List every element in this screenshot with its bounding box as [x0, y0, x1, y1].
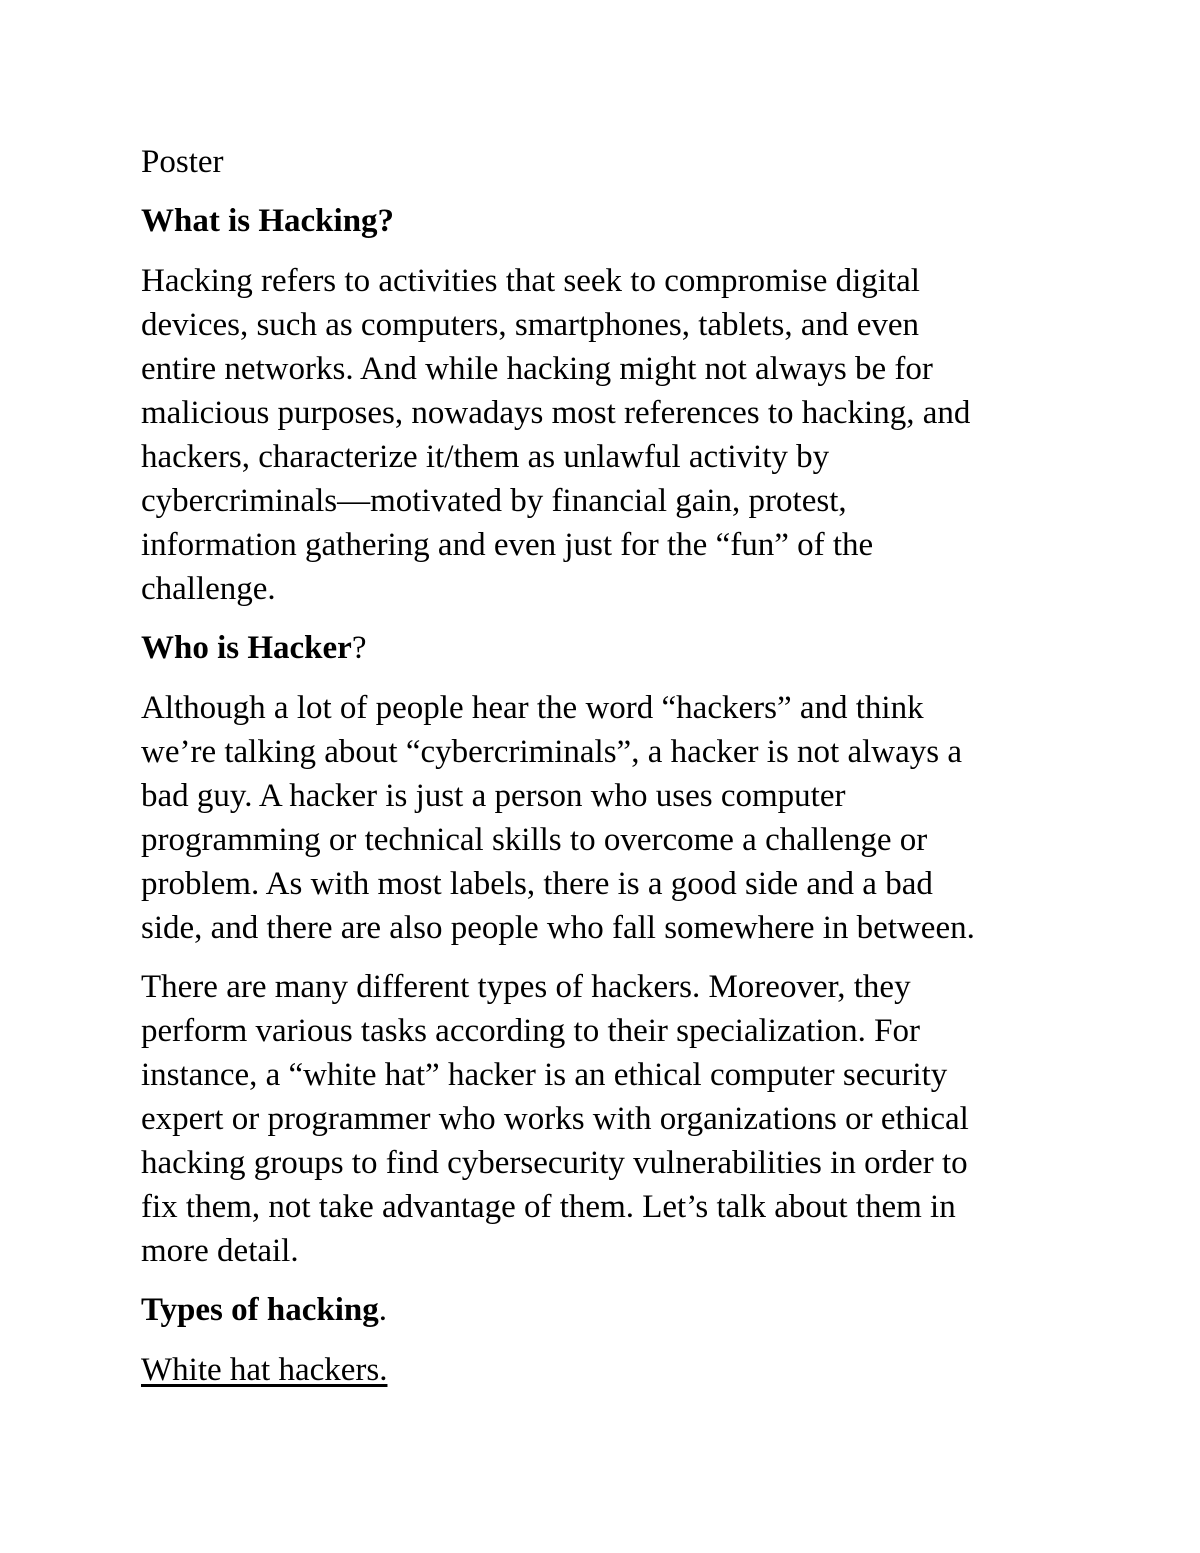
text-line: Hacking refers to activities that seek to compromise digital — [141, 263, 920, 299]
text-line: malicious purposes, nowadays most references to hacking, and — [141, 395, 971, 431]
heading-types-of-hacking-bold: Types of hacking — [141, 1292, 379, 1328]
heading-types-of-hacking — [141, 1288, 1061, 1332]
heading-types-of-hacking-tail: . — [378, 1292, 388, 1328]
subheading-white-hat-hackers-text: White hat hackers. — [141, 1352, 388, 1388]
text-line: cybercriminals—motivated by financial gain, protest, — [141, 483, 847, 519]
paragraph-types-of-hackers — [141, 965, 1061, 1273]
text-line: side, and there are also people who fall somewhere in between. — [141, 910, 975, 946]
text-line: information gathering and even just for the “fun” of the — [141, 527, 874, 563]
heading-who-is-hacker-bold: Who is Hacker — [141, 630, 352, 666]
text-line: Although a lot of people hear the word “hackers” and think — [141, 690, 924, 726]
text-line: expert or programmer who works with organizations or ethical — [141, 1101, 969, 1137]
text-line: problem. As with most labels, there is a good side and a bad — [141, 866, 933, 902]
text-line: programming or technical skills to overcome a challenge or — [141, 822, 928, 858]
text-line: fix them, not take advantage of them. Let’s talk about them in — [141, 1189, 956, 1225]
document-body — [141, 140, 1061, 1392]
heading-what-is-hacking: What is Hacking? — [141, 203, 395, 239]
text-line: hackers, characterize it/them as unlawful activity by — [141, 439, 830, 475]
text-line: bad guy. A hacker is just a person who uses computer — [141, 778, 846, 814]
text-line: challenge. — [141, 571, 276, 607]
text-line: instance, a “white hat” hacker is an ethical computer security — [141, 1057, 948, 1093]
subheading-white-hat-hackers — [141, 1348, 1061, 1392]
heading-who-is-hacker-tail: ? — [351, 630, 367, 666]
document-title: Poster — [141, 144, 224, 180]
heading-who-is-hacker — [141, 626, 1061, 670]
text-line: we’re talking about “cybercriminals”, a hacker is not always a — [141, 734, 962, 770]
text-line: devices, such as computers, smartphones, tablets, and even — [141, 307, 920, 343]
text-line: hacking groups to find cybersecurity vulnerabilities in order to — [141, 1145, 968, 1181]
text-line: entire networks. And while hacking might not always be for — [141, 351, 933, 387]
text-line: perform various tasks according to their specialization. For — [141, 1013, 920, 1049]
paragraph-who-is-hacker — [141, 686, 1061, 950]
text-line: more detail. — [141, 1233, 299, 1269]
text-line: There are many different types of hackers. Moreover, they — [141, 969, 911, 1005]
paragraph-what-is-hacking — [141, 259, 1061, 611]
